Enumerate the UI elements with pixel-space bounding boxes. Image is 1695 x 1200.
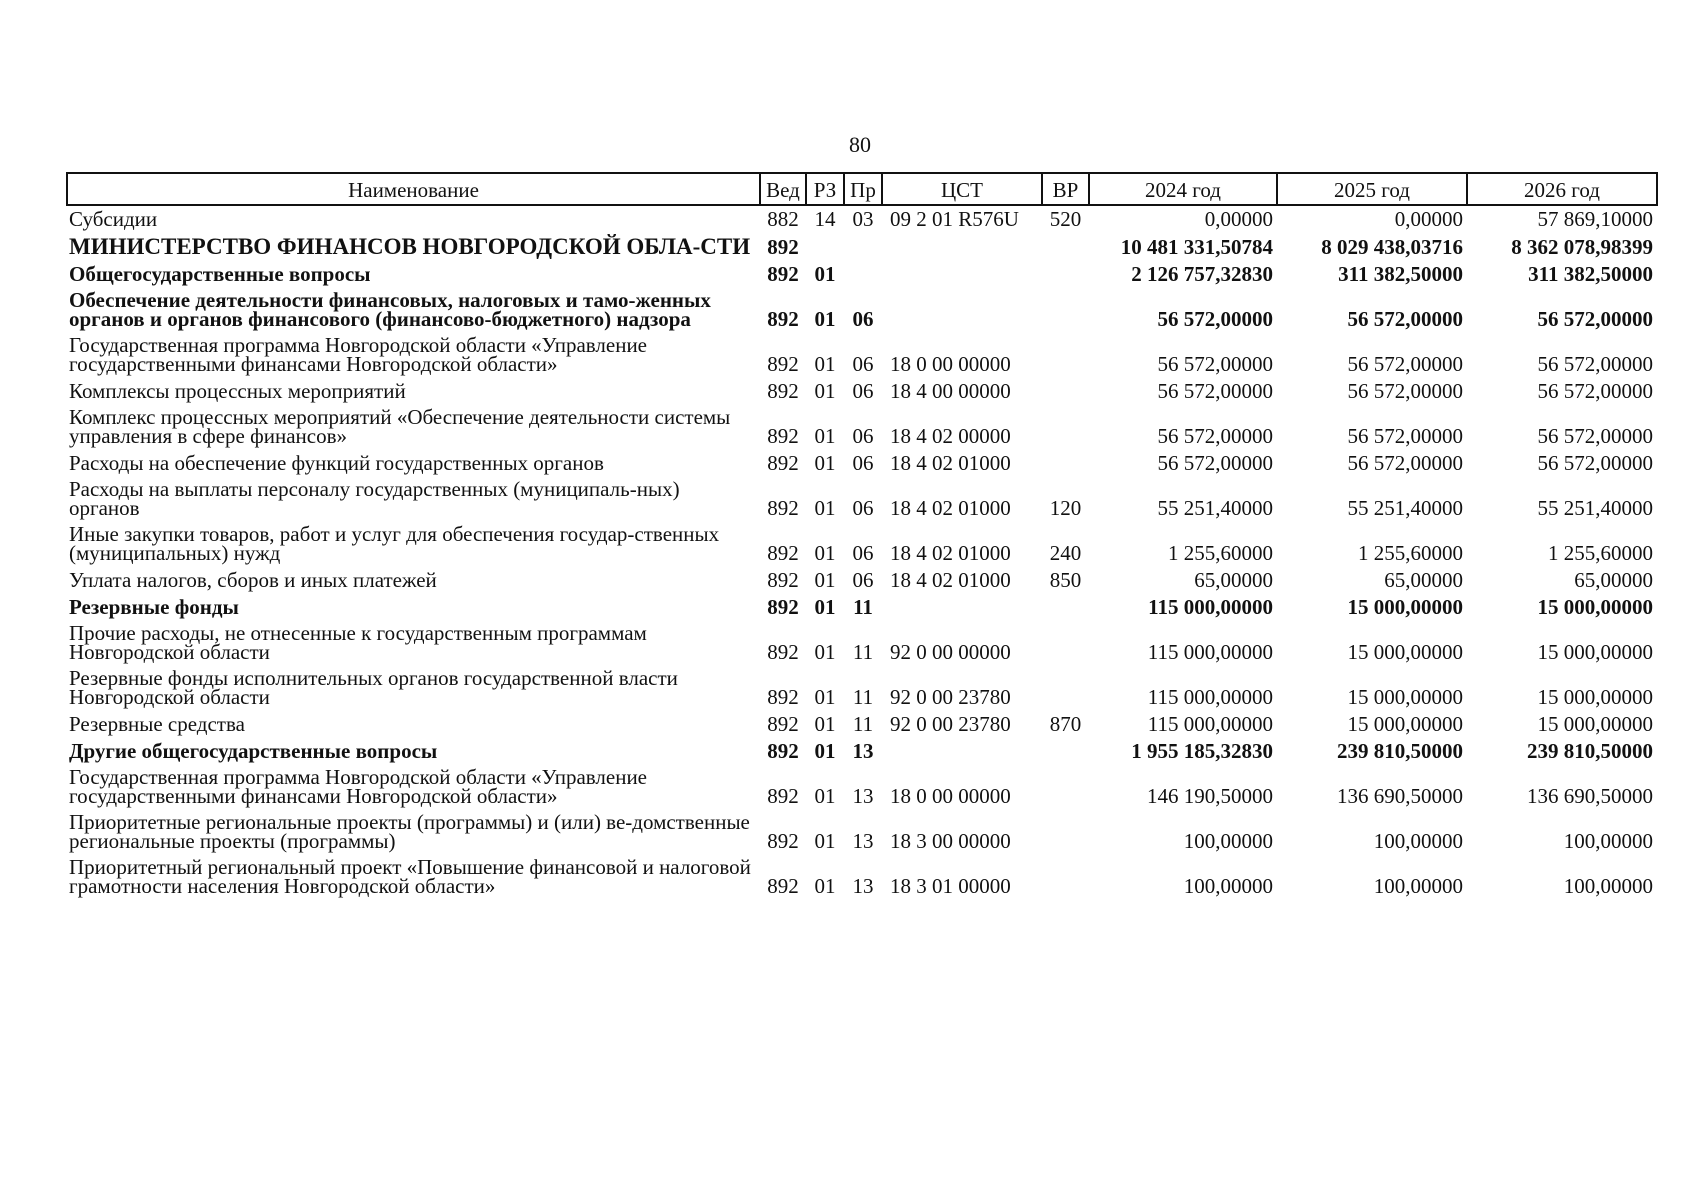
row-pr: 11 bbox=[852, 712, 874, 736]
row-name: Уплата налогов, сборов и иных платежей bbox=[69, 568, 437, 592]
row-2024: 115 000,00000 bbox=[1147, 712, 1273, 736]
row-pr: 06 bbox=[852, 424, 874, 448]
header-cst: ЦСТ bbox=[882, 173, 1042, 205]
row-vr bbox=[1042, 378, 1089, 405]
row-vr bbox=[1042, 405, 1089, 450]
row-name: Приоритетный региональный проект «Повышение финансовой и налоговой грамотности населения Новгородской области» bbox=[69, 855, 751, 898]
row-vr: 870 bbox=[1049, 712, 1082, 736]
row-name: Приоритетные региональные проекты (программы) и (или) ве-домственные региональные проекты (программы) bbox=[69, 810, 750, 853]
table-row bbox=[67, 233, 1657, 261]
row-vr: 850 bbox=[1049, 568, 1082, 592]
row-2025: 15 000,00000 bbox=[1347, 640, 1463, 664]
row-2025: 15 000,00000 bbox=[1347, 595, 1463, 619]
row-name: Резервные фонды bbox=[69, 595, 239, 619]
row-pr: 06 bbox=[852, 451, 874, 475]
header-rz: РЗ bbox=[806, 173, 844, 205]
row-2025: 1 255,60000 bbox=[1358, 541, 1463, 565]
row-2025: 100,00000 bbox=[1373, 874, 1463, 898]
row-2024: 115 000,00000 bbox=[1147, 640, 1273, 664]
row-2024: 115 000,00000 bbox=[1147, 685, 1273, 709]
row-name: Комплексы процессных мероприятий bbox=[69, 379, 406, 403]
row-name: Иные закупки товаров, работ и услуг для обеспечения государ-ственных (муниципальных) нужд bbox=[69, 522, 720, 565]
row-2025: 15 000,00000 bbox=[1347, 712, 1463, 736]
row-2024: 146 190,50000 bbox=[1147, 784, 1273, 808]
row-cst bbox=[882, 261, 1042, 288]
row-2026: 100,00000 bbox=[1563, 829, 1653, 853]
row-rz: 01 bbox=[814, 541, 836, 565]
row-cst: 18 0 00 00000 bbox=[890, 352, 1011, 376]
row-2025: 56 572,00000 bbox=[1347, 379, 1463, 403]
row-2026: 57 869,10000 bbox=[1537, 207, 1653, 231]
row-2026: 56 572,00000 bbox=[1537, 379, 1653, 403]
row-cst: 18 3 01 00000 bbox=[890, 874, 1011, 898]
budget-table bbox=[66, 172, 1658, 900]
row-2025: 56 572,00000 bbox=[1347, 307, 1463, 331]
row-2025: 311 382,50000 bbox=[1338, 262, 1463, 286]
row-pr: 06 bbox=[852, 568, 874, 592]
table-row bbox=[67, 594, 1657, 621]
row-2026: 15 000,00000 bbox=[1537, 712, 1653, 736]
table-row bbox=[67, 205, 1657, 233]
row-2025: 65,00000 bbox=[1384, 568, 1463, 592]
row-ved: 892 bbox=[767, 874, 799, 898]
row-rz: 01 bbox=[814, 262, 836, 286]
row-2024: 10 481 331,50784 bbox=[1120, 235, 1273, 259]
row-2024: 56 572,00000 bbox=[1157, 424, 1273, 448]
row-2024: 55 251,40000 bbox=[1157, 496, 1273, 520]
row-name: Расходы на выплаты персоналу государственных (муниципаль-ных) органов bbox=[69, 477, 680, 520]
row-ved: 892 bbox=[767, 640, 799, 664]
row-name: Другие общегосударственные вопросы bbox=[69, 739, 438, 763]
row-2025: 56 572,00000 bbox=[1347, 424, 1463, 448]
row-name: Обеспечение деятельности финансовых, налоговых и тамо-женных органов и органов финансового (финансово-бюджетного) надзора bbox=[69, 288, 711, 331]
row-2024: 100,00000 bbox=[1183, 829, 1273, 853]
header-2024: 2024 год bbox=[1089, 173, 1277, 205]
row-pr: 11 bbox=[852, 685, 874, 709]
table-row bbox=[67, 567, 1657, 594]
row-name: Комплекс процессных мероприятий «Обеспечение деятельности системы управления в сфере финансов» bbox=[69, 405, 731, 448]
row-rz: 01 bbox=[814, 685, 836, 709]
row-cst: 18 4 02 01000 bbox=[890, 568, 1011, 592]
row-2026: 1 255,60000 bbox=[1548, 541, 1653, 565]
row-2024: 115 000,00000 bbox=[1148, 595, 1273, 619]
row-name: МИНИСТЕРСТВО ФИНАНСОВ НОВГОРОДСКОЙ ОБЛА-СТИ bbox=[69, 234, 751, 259]
row-vr bbox=[1042, 810, 1089, 855]
table-row bbox=[67, 765, 1657, 810]
row-2026: 8 362 078,98399 bbox=[1511, 235, 1653, 259]
row-2024: 56 572,00000 bbox=[1157, 451, 1273, 475]
table-body bbox=[67, 205, 1657, 900]
row-cst: 92 0 00 23780 bbox=[890, 685, 1011, 709]
row-ved: 892 bbox=[767, 829, 799, 853]
table-header bbox=[67, 173, 1657, 205]
table-row bbox=[67, 711, 1657, 738]
row-2025: 136 690,50000 bbox=[1337, 784, 1463, 808]
row-cst: 92 0 00 23780 bbox=[890, 712, 1011, 736]
row-pr: 06 bbox=[852, 496, 874, 520]
row-2026: 239 810,50000 bbox=[1527, 739, 1653, 763]
row-name: Резервные средства bbox=[69, 712, 245, 736]
row-pr: 13 bbox=[852, 829, 874, 853]
table-row bbox=[67, 333, 1657, 378]
row-name: Общегосударственные вопросы bbox=[69, 262, 371, 286]
row-2026: 56 572,00000 bbox=[1537, 352, 1653, 376]
row-vr bbox=[1042, 621, 1089, 666]
row-rz: 01 bbox=[814, 451, 836, 475]
row-rz: 01 bbox=[814, 379, 836, 403]
row-name: Прочие расходы, не отнесенные к государственным программам Новгородской области bbox=[69, 621, 647, 664]
row-ved: 892 bbox=[767, 262, 799, 286]
row-2025: 56 572,00000 bbox=[1347, 352, 1463, 376]
row-2026: 15 000,00000 bbox=[1537, 595, 1653, 619]
row-pr bbox=[844, 261, 882, 288]
table-row bbox=[67, 522, 1657, 567]
header-name: Наименование bbox=[67, 173, 760, 205]
table-row bbox=[67, 450, 1657, 477]
row-cst: 09 2 01 R576U bbox=[890, 207, 1019, 231]
row-ved: 892 bbox=[767, 595, 799, 619]
row-vr: 520 bbox=[1049, 207, 1082, 231]
row-pr: 13 bbox=[852, 784, 874, 808]
table-row bbox=[67, 666, 1657, 711]
row-pr: 06 bbox=[852, 352, 874, 376]
row-2026: 100,00000 bbox=[1563, 874, 1653, 898]
table-row bbox=[67, 288, 1657, 333]
row-vr bbox=[1042, 738, 1089, 765]
row-cst: 18 3 00 00000 bbox=[890, 829, 1011, 853]
table-row bbox=[67, 738, 1657, 765]
row-rz: 14 bbox=[814, 207, 836, 231]
table-row bbox=[67, 855, 1657, 900]
row-pr: 13 bbox=[852, 874, 874, 898]
row-name: Субсидии bbox=[69, 207, 158, 231]
row-rz: 01 bbox=[814, 829, 836, 853]
row-cst: 18 4 00 00000 bbox=[890, 379, 1011, 403]
table-row bbox=[67, 405, 1657, 450]
row-pr: 06 bbox=[852, 307, 874, 331]
row-cst: 18 4 02 01000 bbox=[890, 541, 1011, 565]
row-2025: 100,00000 bbox=[1373, 829, 1463, 853]
row-vr bbox=[1042, 765, 1089, 810]
row-rz: 01 bbox=[814, 568, 836, 592]
row-2026: 55 251,40000 bbox=[1537, 496, 1653, 520]
row-2026: 56 572,00000 bbox=[1537, 451, 1653, 475]
row-name: Расходы на обеспечение функций государственных органов bbox=[69, 451, 604, 475]
table-row bbox=[67, 810, 1657, 855]
row-name: Государственная программа Новгородской области «Управление государственными финансами Новгородской области» bbox=[69, 333, 648, 376]
row-vr: 120 bbox=[1049, 496, 1082, 520]
row-vr bbox=[1042, 666, 1089, 711]
row-2026: 15 000,00000 bbox=[1537, 640, 1653, 664]
row-vr: 240 bbox=[1049, 541, 1082, 565]
row-2024: 0,00000 bbox=[1204, 207, 1273, 231]
row-cst bbox=[882, 233, 1042, 261]
row-2026: 311 382,50000 bbox=[1528, 262, 1653, 286]
header-2026: 2026 год bbox=[1467, 173, 1657, 205]
row-cst bbox=[882, 738, 1042, 765]
row-2026: 65,00000 bbox=[1574, 568, 1653, 592]
row-vr bbox=[1042, 261, 1089, 288]
row-2026: 136 690,50000 bbox=[1527, 784, 1653, 808]
row-2024: 1 255,60000 bbox=[1168, 541, 1273, 565]
row-rz: 01 bbox=[814, 784, 836, 808]
row-rz: 01 bbox=[814, 739, 836, 763]
row-pr bbox=[844, 233, 882, 261]
row-2025: 239 810,50000 bbox=[1337, 739, 1463, 763]
row-name: Резервные фонды исполнительных органов государственной власти Новгородской области bbox=[69, 666, 678, 709]
row-ved: 882 bbox=[767, 207, 799, 231]
table-row bbox=[67, 621, 1657, 666]
row-ved: 892 bbox=[767, 496, 799, 520]
row-cst bbox=[882, 288, 1042, 333]
row-2026: 56 572,00000 bbox=[1537, 424, 1653, 448]
row-2024: 1 955 185,32830 bbox=[1131, 739, 1273, 763]
row-rz bbox=[806, 233, 844, 261]
page-number: 80 bbox=[849, 132, 871, 157]
row-ved: 892 bbox=[767, 424, 799, 448]
row-name: Государственная программа Новгородской области «Управление государственными финансами Новгородской области» bbox=[69, 765, 648, 808]
row-pr: 06 bbox=[852, 541, 874, 565]
row-ved: 892 bbox=[767, 379, 799, 403]
row-pr: 13 bbox=[852, 739, 874, 763]
row-cst: 18 4 02 01000 bbox=[890, 451, 1011, 475]
row-2025: 15 000,00000 bbox=[1347, 685, 1463, 709]
row-2026: 56 572,00000 bbox=[1537, 307, 1653, 331]
row-ved: 892 bbox=[767, 352, 799, 376]
table-row bbox=[67, 261, 1657, 288]
row-rz: 01 bbox=[814, 424, 836, 448]
row-rz: 01 bbox=[814, 595, 836, 619]
row-cst bbox=[882, 594, 1042, 621]
row-ved: 892 bbox=[767, 712, 799, 736]
row-2024: 65,00000 bbox=[1194, 568, 1273, 592]
row-2025: 0,00000 bbox=[1394, 207, 1463, 231]
row-ved: 892 bbox=[767, 307, 799, 331]
row-vr bbox=[1042, 333, 1089, 378]
row-vr bbox=[1042, 594, 1089, 621]
row-pr: 06 bbox=[852, 379, 874, 403]
row-rz: 01 bbox=[814, 307, 836, 331]
row-ved: 892 bbox=[767, 568, 799, 592]
row-ved: 892 bbox=[767, 784, 799, 808]
table-row bbox=[67, 378, 1657, 405]
header-ved: Вед bbox=[760, 173, 806, 205]
row-rz: 01 bbox=[814, 352, 836, 376]
row-ved: 892 bbox=[767, 451, 799, 475]
row-2025: 55 251,40000 bbox=[1347, 496, 1463, 520]
row-cst: 18 4 02 01000 bbox=[890, 496, 1011, 520]
row-cst: 18 4 02 00000 bbox=[890, 424, 1011, 448]
row-2024: 56 572,00000 bbox=[1157, 379, 1273, 403]
row-2024: 2 126 757,32830 bbox=[1131, 262, 1273, 286]
row-rz: 01 bbox=[814, 712, 836, 736]
row-2026: 15 000,00000 bbox=[1537, 685, 1653, 709]
row-pr: 11 bbox=[853, 595, 873, 619]
row-rz: 01 bbox=[814, 640, 836, 664]
row-cst: 18 0 00 00000 bbox=[890, 784, 1011, 808]
header-vr: ВР bbox=[1042, 173, 1089, 205]
row-vr bbox=[1042, 855, 1089, 900]
header-2025: 2025 год bbox=[1277, 173, 1467, 205]
row-ved: 892 bbox=[767, 685, 799, 709]
row-2025: 56 572,00000 bbox=[1347, 451, 1463, 475]
table-row bbox=[67, 477, 1657, 522]
row-pr: 03 bbox=[852, 207, 874, 231]
row-2024: 56 572,00000 bbox=[1157, 352, 1273, 376]
row-ved: 892 bbox=[767, 739, 799, 763]
row-2024: 56 572,00000 bbox=[1157, 307, 1273, 331]
row-2024: 100,00000 bbox=[1183, 874, 1273, 898]
row-vr bbox=[1042, 233, 1089, 261]
row-vr bbox=[1042, 288, 1089, 333]
row-vr bbox=[1042, 450, 1089, 477]
header-row bbox=[67, 173, 1657, 205]
row-rz: 01 bbox=[814, 496, 836, 520]
row-rz: 01 bbox=[814, 874, 836, 898]
row-pr: 11 bbox=[852, 640, 874, 664]
row-ved: 892 bbox=[767, 235, 799, 259]
row-cst: 92 0 00 00000 bbox=[890, 640, 1011, 664]
row-ved: 892 bbox=[767, 541, 799, 565]
header-pr: Пр bbox=[844, 173, 882, 205]
row-2025: 8 029 438,03716 bbox=[1321, 235, 1463, 259]
